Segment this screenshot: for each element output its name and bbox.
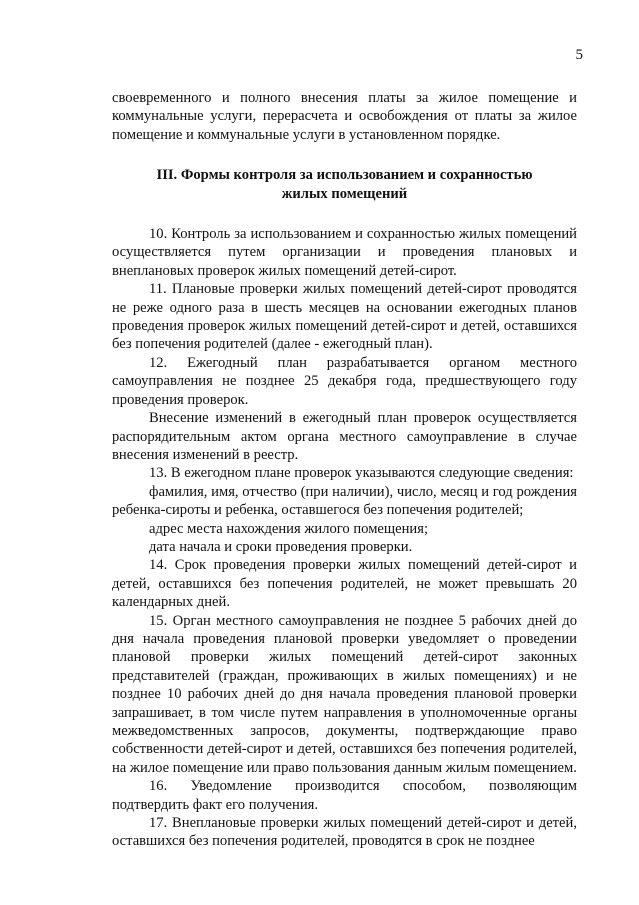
section-heading-line-1: III. Формы контроля за использованием и сохранностью — [156, 167, 533, 184]
paragraph-14: 14. Срок проведения проверки жилых помещений детей-сирот и детей, оставшихся без попечения родителей, не может превышать 20 календарных дней. — [112, 557, 577, 611]
paragraph-13-item-date: дата начала и сроки проведения проверки. — [149, 538, 413, 555]
paragraph-13: 13. В ежегодном плане проверок указываются следующие сведения: — [149, 465, 574, 482]
paragraph-10: 10. Контроль за использованием и сохранностью жилых помещений осуществляется путем организации и проведения плановых и внеплановых проверок жилых помещений детей-сирот. — [112, 226, 577, 279]
section-heading-line-2: жилых помещений — [281, 185, 408, 202]
paragraph-12-amendments: Внесение изменений в ежегодный план проверок осуществляется распорядительным актом органа местного самоуправление в случае внесения изменений в реестр. — [112, 410, 577, 463]
section-heading — [112, 166, 577, 203]
paragraph-13-item-address: адрес места нахождения жилого помещения; — [149, 520, 429, 537]
paragraph-15: 15. Орган местного самоуправления не позднее 5 рабочих дней до дня начала проведения плановой проверки уведомляет о проведении плановой проверки жилых помещений детей-сирот законных представителей (граждан, проживающих в жилых помещениях) и не позднее 10 рабочих дней до дня начала проведения плановой проверки запрашивает, в том числе путем направления в уполномоченные органы межведомственных запросов, документы, подтверждающие право собственности детей-сирот и детей, оставшихся без попечения родителей, на жилое помещение или право пользования данным жилым помещением. — [112, 612, 577, 776]
page-number: 5 — [575, 47, 583, 63]
paragraph-13-item-name: фамилия, имя, отчество (при наличии), число, месяц и год рождения ребенка-сироты и ребенка, оставшегося без попечения родителей; — [112, 483, 577, 519]
document-body — [112, 89, 577, 851]
paragraph-11: 11. Плановые проверки жилых помещений детей-сирот проводятся не реже одного раза в шесть месяцев на основании ежегодных планов проведения проверок жилых помещений детей-сирот и детей, оставшихся без попечения родителей (далее - ежегодный план). — [112, 281, 577, 353]
paragraph-17: 17. Внеплановые проверки жилых помещений детей-сирот и детей, оставшихся без попечения родителей, проводятся в срок не позднее — [112, 815, 577, 850]
intro-paragraph: своевременного и полного внесения платы за жилое помещение и коммунальные услуги, перерасчета и освобождения от платы за жилое помещение и коммунальные услуги в установленном порядке. — [112, 90, 577, 143]
paragraph-16: 16. Уведомление производится способом, позволяющим подтвердить факт его получения. — [112, 778, 577, 813]
paragraph-12: 12. Ежегодный план разрабатывается органом местного самоуправления не позднее 25 декабря года, предшествующего году проведения проверок. — [112, 354, 577, 408]
